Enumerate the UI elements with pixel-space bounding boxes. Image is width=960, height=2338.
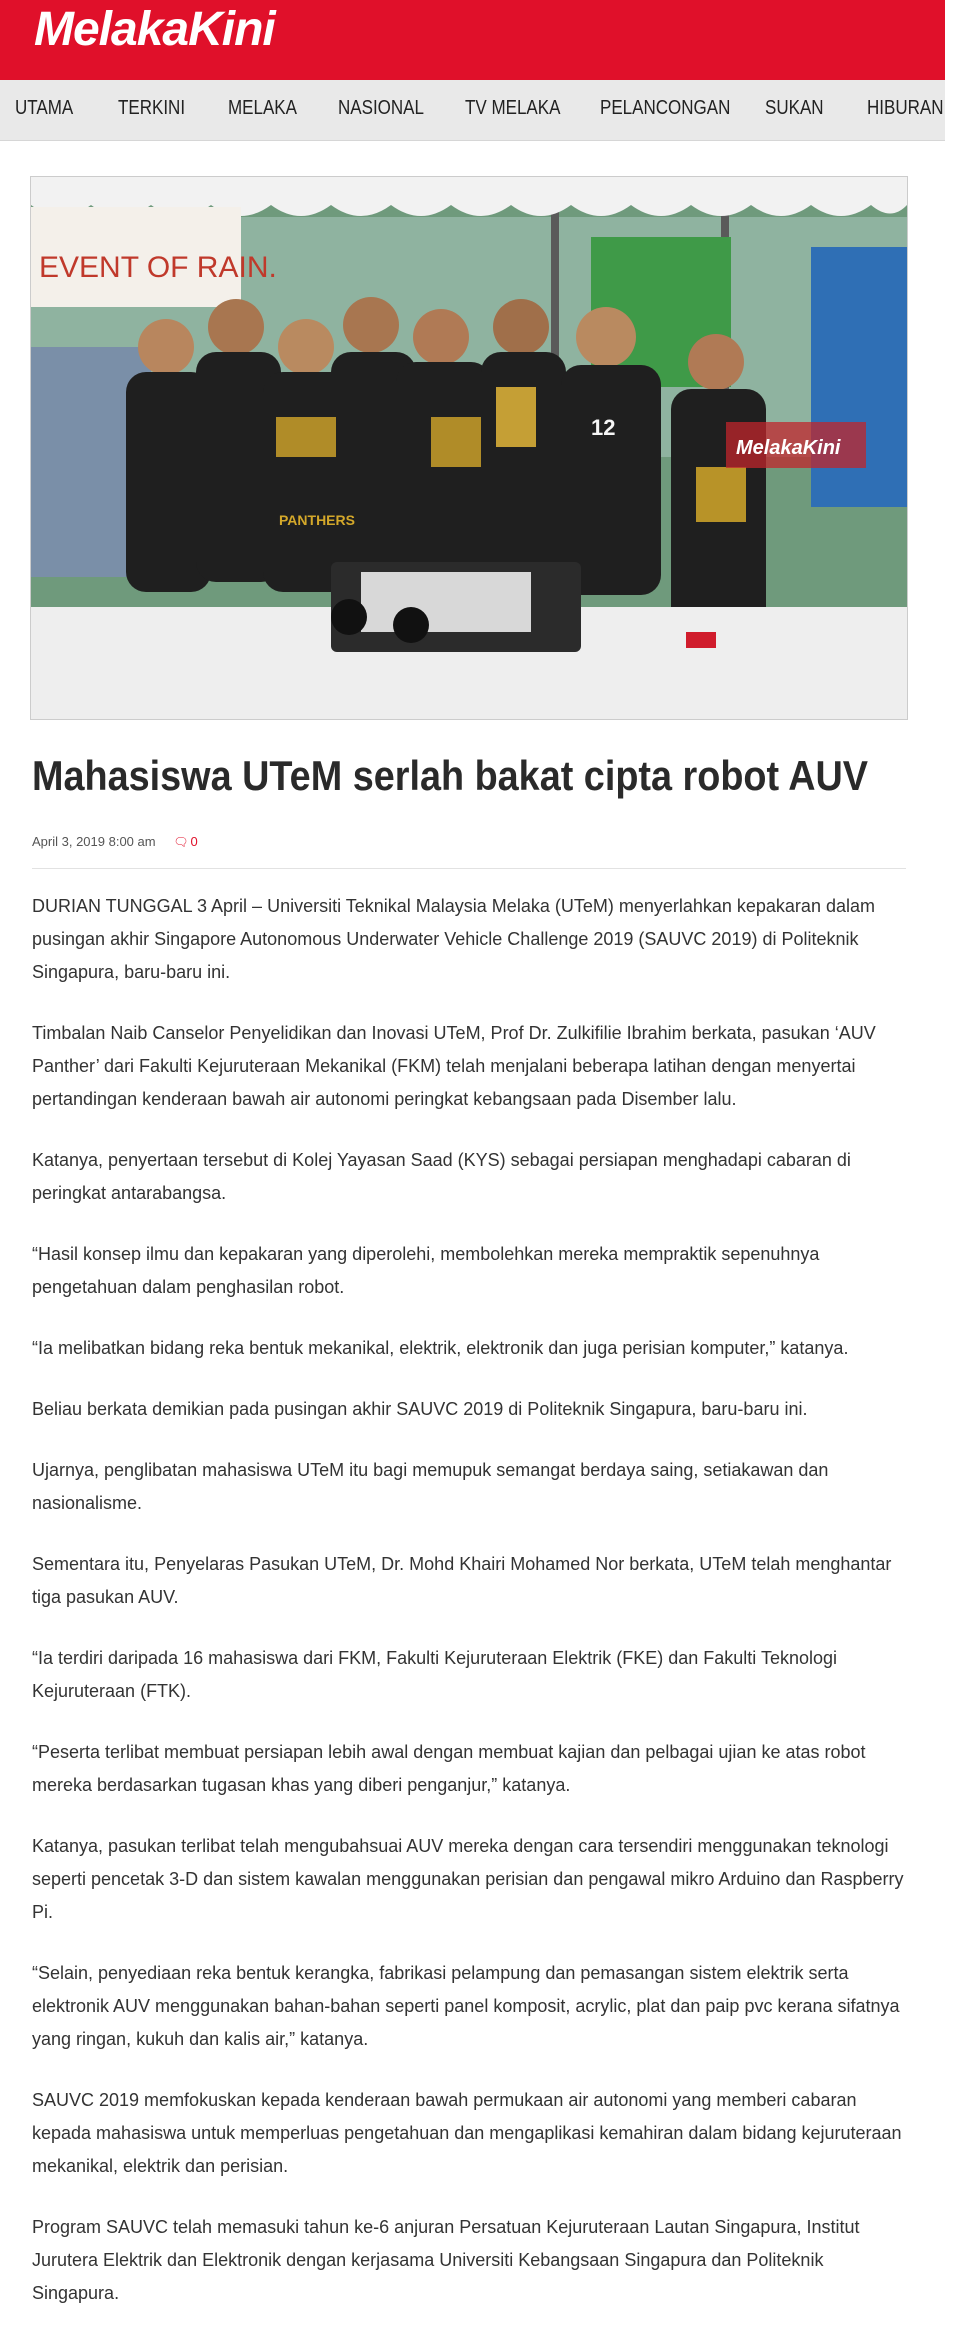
main-nav xyxy=(0,80,945,141)
site-logo[interactable]: MelakaKini xyxy=(34,3,275,56)
comment-icon: 🗨 xyxy=(173,835,189,849)
comments-link[interactable] xyxy=(173,834,197,849)
paragraph: “Selain, penyediaan reka bentuk kerangka, fabrikasi pelampung dan pemasangan sistem elektrik serta elektronik AUV menggunakan bahan-bahan seperti panel komposit, acrylic, plat dan paip pvc kerana sifatnya yang ringan, kukuh dan kalis air,” katanya. xyxy=(32,1963,900,2049)
shirt-number: 12 xyxy=(591,415,616,440)
paragraph: Sementara itu, Penyelaras Pasukan UTeM, Dr. Mohd Khairi Mohamed Nor berkata, UTeM telah menghantar tiga pasukan AUV. xyxy=(32,1554,892,1607)
paragraph: Ujarnya, penglibatan mahasiswa UTeM itu bagi memupuk semangat berdaya saing, setiakawan dan nasionalisme. xyxy=(32,1460,829,1513)
nav-item-pelancongan[interactable]: PELANCONGAN xyxy=(600,97,731,119)
paragraph: “Peserta terlibat membuat persiapan lebih awal dengan membuat kajian dan pelbagai ujian ke atas robot mereka berdasarkan tugasan khas yang diberi penganjur,” katanya. xyxy=(32,1742,866,1795)
paragraph: “Ia melibatkan bidang reka bentuk mekanikal, elektrik, elektronik dan juga perisian komputer,” katanya. xyxy=(32,1338,849,1358)
paragraph: Katanya, pasukan terlibat telah mengubahsuai AUV mereka dengan cara tersendiri menggunakan teknologi seperti pencetak 3-D dan sistem kawalan menggunakan perisian dan pengawal mikro Arduino dan Raspberry Pi. xyxy=(32,1836,904,1922)
nav-item-utama[interactable]: UTAMA xyxy=(15,97,74,119)
article-meta xyxy=(32,834,198,849)
paragraph: “Ia terdiri daripada 16 mahasiswa dari FKM, Fakulti Kejuruteraan Elektrik (FKE) dan Fakulti Teknologi Kejuruteraan (FTK). xyxy=(32,1648,838,1701)
nav-item-hiburan[interactable]: HIBURAN xyxy=(867,97,944,119)
nav-item-terkini[interactable]: TERKINI xyxy=(118,97,186,119)
nav-item-tv-melaka[interactable]: TV MELAKA xyxy=(465,97,561,119)
paragraph: Beliau berkata demikian pada pusingan akhir SAUVC 2019 di Politeknik Singapura, baru-baru ini. xyxy=(32,1399,808,1419)
paragraph: DURIAN TUNGGAL 3 April – Universiti Teknikal Malaysia Melaka (UTeM) menyerlahkan kepakaran dalam pusingan akhir Singapore Autonomous Underwater Vehicle Challenge 2019 (SAUVC 2019) di Politeknik Singapura, baru-baru ini. xyxy=(32,896,875,982)
article-photo xyxy=(30,176,908,720)
paragraph: Katanya, penyertaan tersebut di Kolej Yayasan Saad (KYS) sebagai persiapan menghadapi cabaran di peringkat antarabangsa. xyxy=(32,1150,851,1203)
article-body xyxy=(32,890,912,2338)
nav-item-nasional[interactable]: NASIONAL xyxy=(338,97,424,119)
comment-count: 0 xyxy=(190,834,198,849)
nav-item-melaka[interactable]: MELAKA xyxy=(228,97,297,119)
nav-item-sukan[interactable]: SUKAN xyxy=(765,97,824,119)
site-header xyxy=(0,0,945,80)
divider xyxy=(32,868,906,869)
photo-watermark: MelakaKini xyxy=(736,437,841,459)
paragraph: Program SAUVC telah memasuki tahun ke-6 anjuran Persatuan Kejuruteraan Lautan Singapura, Institut Jurutera Elektrik dan Elektronik dengan kerjasama Universiti Kebangsaan Singapura dan Politeknik Singapura. xyxy=(32,2217,860,2303)
paragraph: Timbalan Naib Canselor Penyelidikan dan Inovasi UTeM, Prof Dr. Zulkifilie Ibrahim berkata, pasukan ‘AUV Panther’ dari Fakulti Kejuruteraan Mekanikal (FKM) telah menjalani beberapa latihan dengan menyertai pertandingan kenderaan bawah air autonomi peringkat kebangsaan pada Disember lalu. xyxy=(32,1023,876,1109)
paragraph: “Hasil konsep ilmu dan kepakaran yang diperolehi, membolehkan mereka mempraktik sepenuhnya pengetahuan dalam penghasilan robot. xyxy=(32,1244,820,1297)
article-title: Mahasiswa UTeM serlah bakat cipta robot AUV xyxy=(32,752,869,799)
publish-date: April 3, 2019 8:00 am xyxy=(32,834,156,849)
banner-text: EVENT OF RAIN. xyxy=(39,251,277,284)
shirt-text: PANTHERS xyxy=(279,512,355,528)
paragraph: SAUVC 2019 memfokuskan kepada kenderaan bawah permukaan air autonomi yang memberi cabaran kepada mahasiswa untuk memperluas pengetahuan dan mengaplikasi kemahiran dalam bidang kejuruteraan mekanikal, elektrik dan perisian. xyxy=(32,2090,902,2176)
team-photo xyxy=(31,177,907,719)
